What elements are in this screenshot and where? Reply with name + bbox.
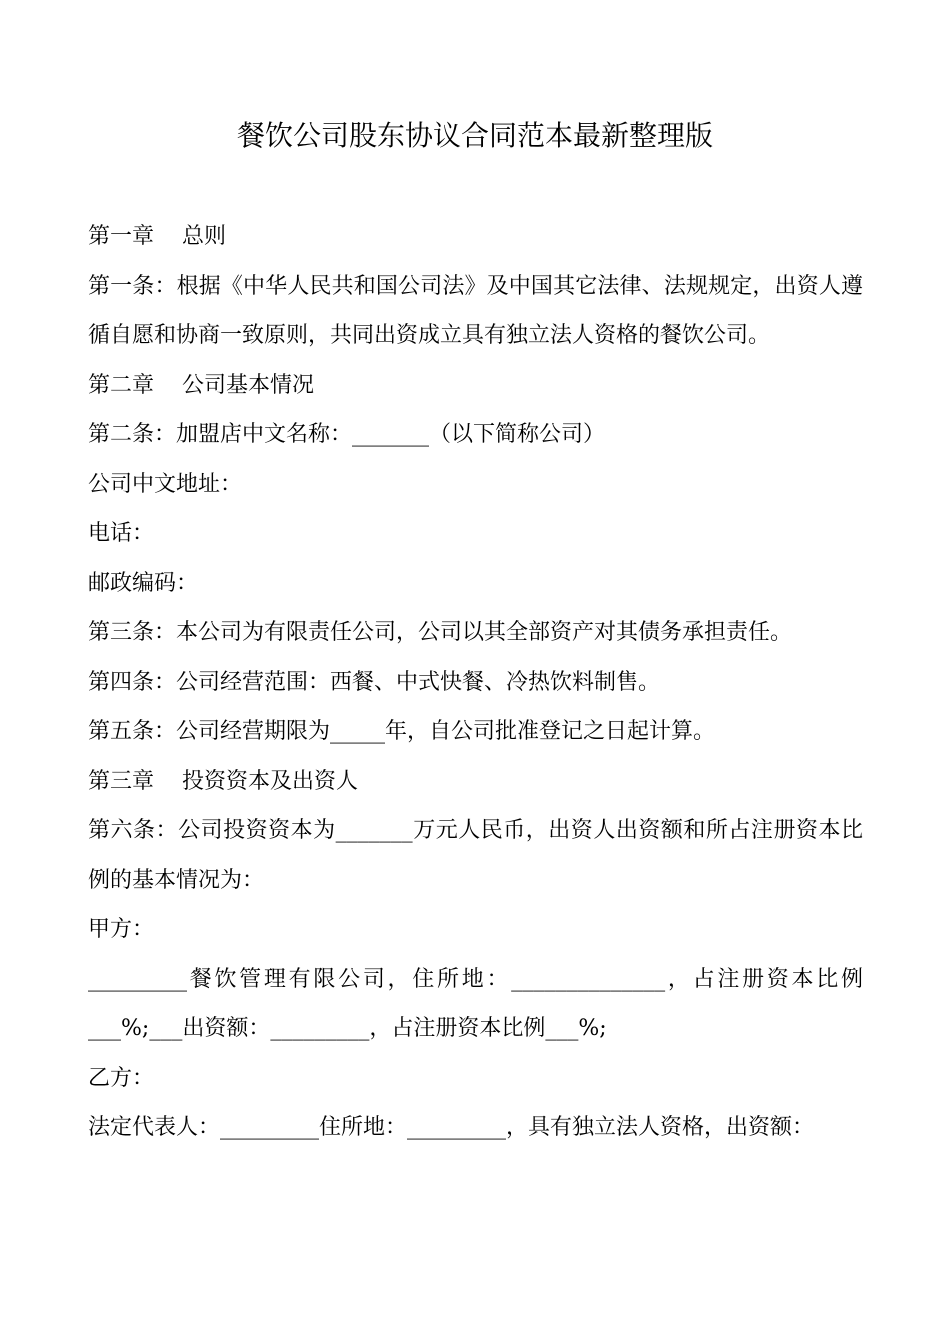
phone-line: 电话：: [88, 521, 155, 546]
postcode-line: 邮政编码：: [88, 570, 199, 596]
party-b-detail: 法定代表人：_________住所地：_________，具有独立法人资格，出资额：: [88, 1115, 815, 1140]
article-6: 第六条：公司投资资本为_______万元人民币，出资人出资额和所占注册资本比例的基本情况为：: [88, 818, 863, 893]
document-title: 餐饮公司股东协议合同范本最新整理版: [236, 119, 713, 152]
party-a-detail: _________餐饮管理有限公司，住所地：______________，占注册资本比例___%;___出资额：_________，占注册资本比例___%;: [88, 966, 863, 1041]
document-body: [88, 212, 863, 1153]
article-3: 第三条：本公司为有限责任公司，公司以其全部资产对其债务承担责任。: [88, 620, 793, 645]
article-2: 第二条：加盟店中文名称：_______（以下简称公司）: [88, 422, 606, 447]
chapter-title: 投资资本及出资人: [182, 768, 359, 794]
article-1: 第一条：根据《中华人民共和国公司法》及中国其它法律、法规规定，出资人遵循自愿和协商一致原则，共同出资成立具有独立法人资格的餐饮公司。: [88, 273, 863, 348]
company-address-line: 公司中文地址：: [88, 471, 243, 497]
chapter-heading-1: [88, 212, 863, 262]
party-b-label: 乙方：: [88, 1065, 155, 1091]
article-5: 第五条：公司经营期限为_____年，自公司批准登记之日起计算。: [88, 719, 716, 744]
chapter-number: 第一章: [88, 224, 155, 249]
article-4: 第四条：公司经营范围：西餐、中式快餐、冷热饮料制售。: [88, 669, 661, 695]
chapter-heading-3: [88, 757, 863, 807]
chapter-number: 第三章: [88, 768, 155, 794]
chapter-heading-2: [88, 361, 863, 411]
chapter-title: 总则: [182, 224, 227, 249]
chapter-number: 第二章: [88, 372, 155, 398]
party-a-label: 甲方：: [88, 917, 155, 942]
chapter-title: 公司基本情况: [182, 372, 315, 398]
